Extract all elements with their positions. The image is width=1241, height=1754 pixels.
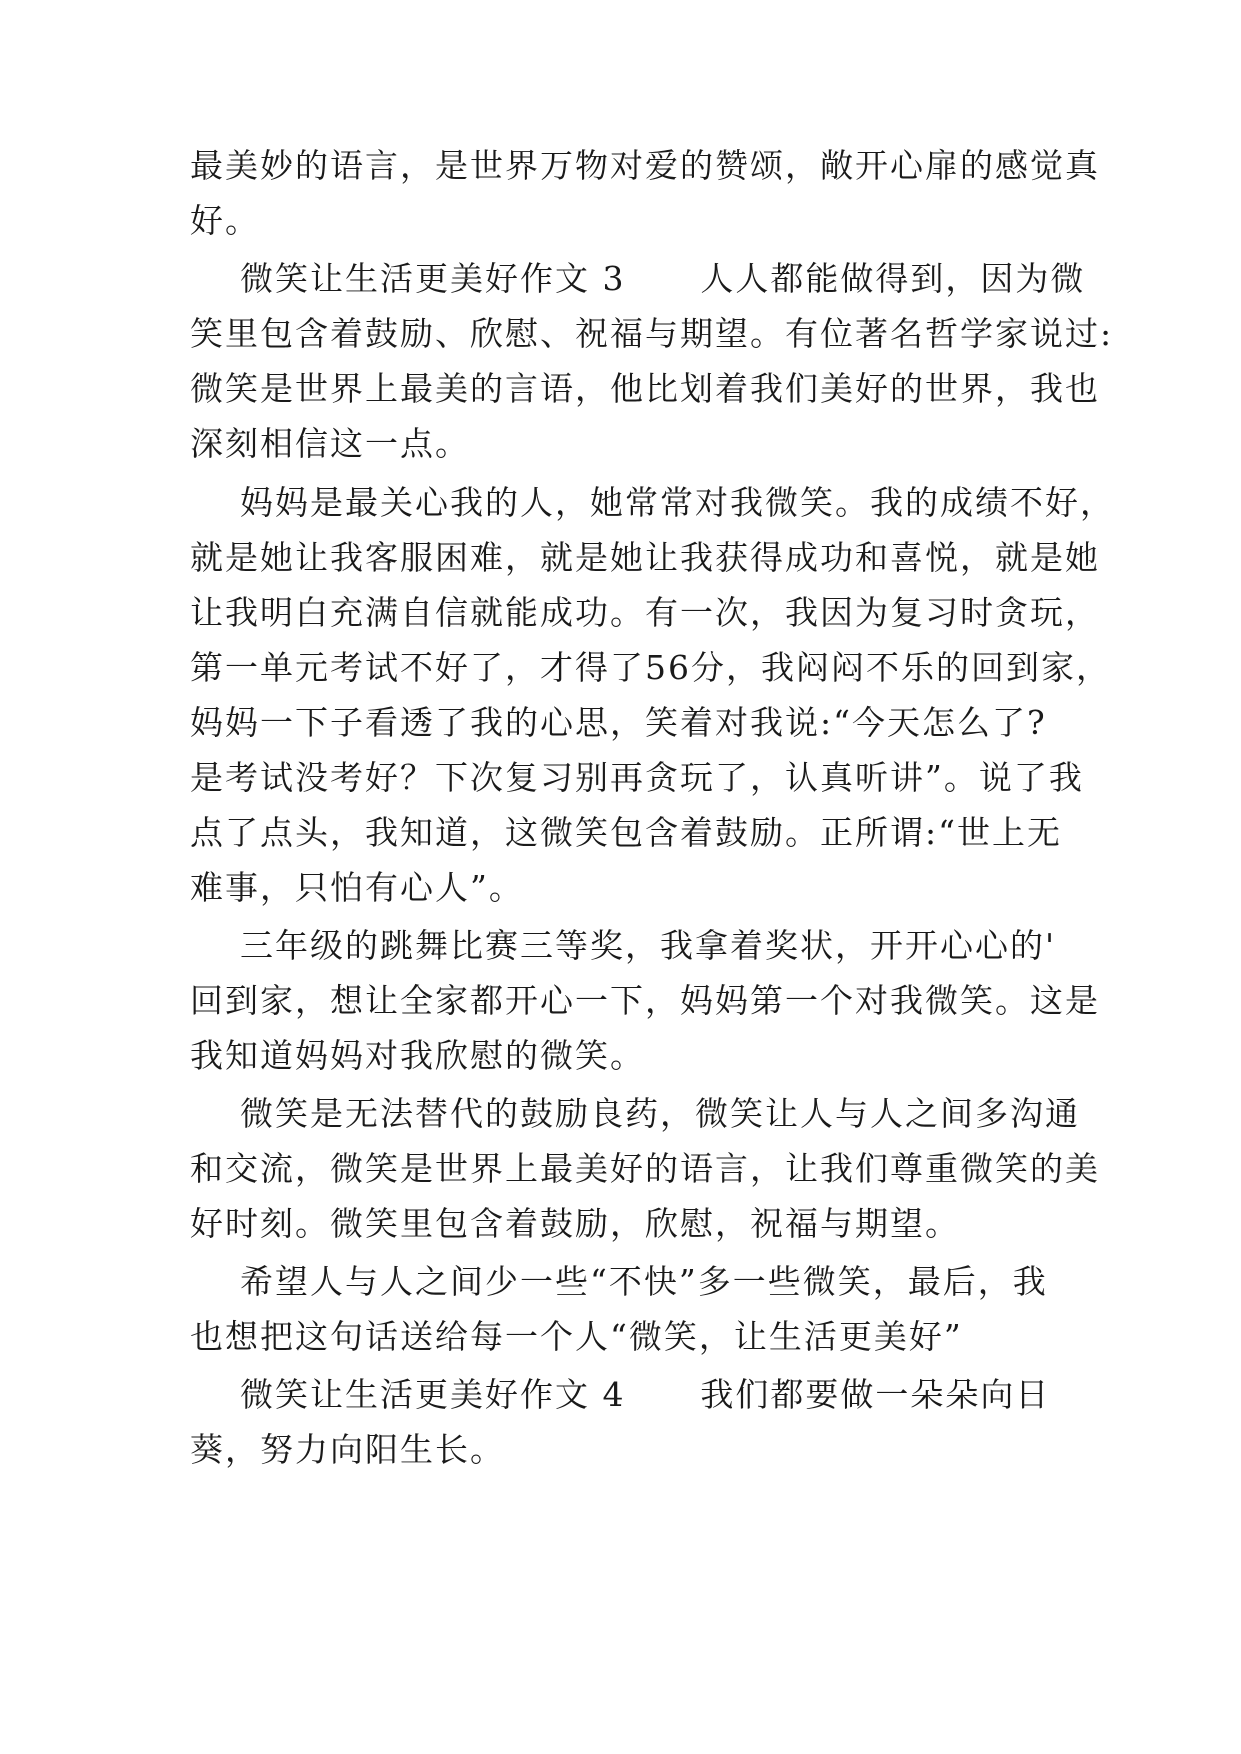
text-line: 就是她让我客服困难，就是她让我获得成功和喜悦，就是她 — [190, 538, 1100, 577]
text-line: 妈妈一下子看透了我的心思，笑着对我说:“今天怎么了? — [190, 703, 1047, 742]
text-line: 微笑让生活更美好作文 4 我们都要做一朵朵向日 — [190, 1375, 1051, 1414]
text-line: 葵，努力向阳生长。 — [190, 1430, 505, 1469]
text-line: 微笑是世界上最美的言语，他比划着我们美好的世界，我也 — [190, 369, 1100, 408]
text-line: 让我明白充满自信就能成功。有一次，我因为复习时贪玩， — [190, 593, 1100, 632]
text-line: 和交流，微笑是世界上最美好的语言，让我们尊重微笑的美 — [190, 1149, 1100, 1188]
text-line: 也想把这句话送给每一个人“微笑，让生活更美好” — [190, 1317, 963, 1356]
text-line: 微笑是无法替代的鼓励良药，微笑让人与人之间多沟通 — [190, 1094, 1080, 1133]
text-line: 三年级的跳舞比赛三等奖，我拿着奖状，开开心心的' — [190, 926, 1057, 965]
text-line: 我知道妈妈对我欣慰的微笑。 — [190, 1036, 645, 1075]
text-line: 回到家，想让全家都开心一下，妈妈第一个对我微笑。这是 — [190, 981, 1100, 1020]
text-line: 最美妙的语言，是世界万物对爱的赞颂，敞开心扉的感觉真 — [190, 146, 1100, 185]
text-line: 笑里包含着鼓励、欣慰、祝福与期望。有位著名哲学家说过: — [190, 314, 1114, 353]
text-line: 微笑让生活更美好作文 3 人人都能做得到，因为微 — [190, 259, 1086, 298]
text-line: 妈妈是最关心我的人，她常常对我微笑。我的成绩不好， — [190, 483, 1115, 522]
text-line: 点了点头，我知道，这微笑包含着鼓励。正所谓:“世上无 — [190, 813, 1062, 852]
text-line: 难事，只怕有心人”。 — [190, 868, 524, 907]
text-line: 好。 — [190, 201, 260, 240]
text-line: 是考试没考好？下次复习别再贪玩了，认真听讲”。说了我 — [190, 758, 1084, 797]
text-line: 好时刻。微笑里包含着鼓励，欣慰，祝福与期望。 — [190, 1204, 960, 1243]
text-line: 第一单元考试不好了，才得了56分，我闷闷不乐的回到家， — [190, 648, 1111, 687]
text-line: 深刻相信这一点。 — [190, 424, 470, 463]
text-line: 希望人与人之间少一些“不快”多一些微笑，最后，我 — [190, 1262, 1048, 1301]
